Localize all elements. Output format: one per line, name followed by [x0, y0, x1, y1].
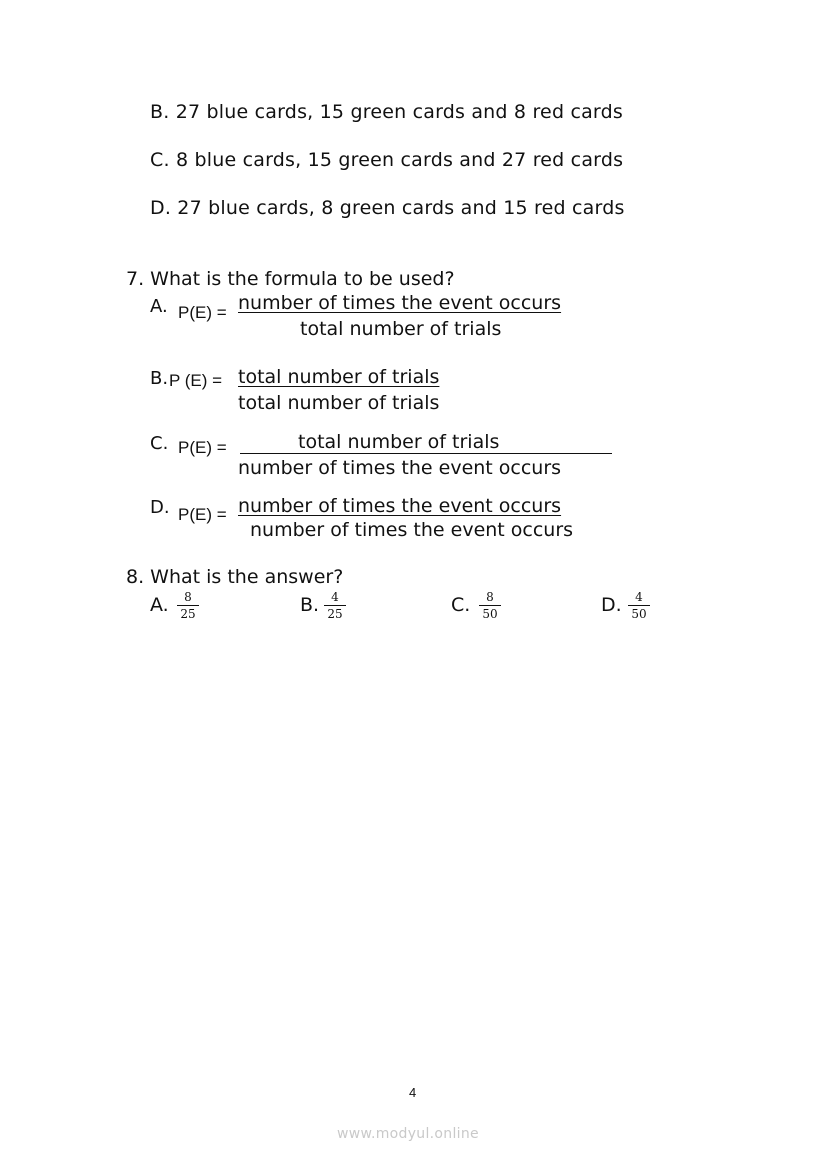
q8-option-b-fraction: [324, 590, 346, 621]
q7-option-a-letter: A.: [150, 296, 168, 317]
q6-option-d: D. 27 blue cards, 8 green cards and 15 red cards: [150, 197, 625, 219]
q8-option-c-fraction: [479, 590, 501, 621]
q8-option-b-letter: B.: [300, 594, 320, 616]
q7-option-a-numerator: number of times the event occurs: [238, 292, 562, 314]
q8-question: 8. What is the answer?: [126, 566, 344, 588]
q8-option-c-letter: C.: [451, 594, 471, 616]
q8-option-c-denominator: 50: [482, 607, 498, 621]
q7-option-c-numerator: total number of trials: [298, 431, 500, 453]
q7-option-c-denominator: number of times the event occurs: [238, 457, 562, 479]
q8-option-d-letter: D.: [601, 594, 622, 616]
q8-option-b-numerator: 4: [324, 590, 346, 606]
q7-option-b-letter: B.: [150, 368, 169, 389]
q8-option-c-numerator: 8: [479, 590, 501, 606]
q7-option-a-denominator: total number of trials: [300, 318, 502, 340]
q8-option-a-fraction: [177, 590, 199, 621]
q7-option-d-numerator: number of times the event occurs: [238, 495, 562, 517]
q7-option-c-letter: C.: [150, 433, 169, 454]
q7-option-b-numerator: total number of trials: [238, 366, 440, 388]
q7-question: 7. What is the formula to be used?: [126, 268, 455, 290]
q7-option-b-pe: P (E) =: [169, 371, 223, 390]
q8-option-d-fraction: [628, 590, 650, 621]
q8-option-a-denominator: 25: [180, 607, 196, 621]
watermark: www.modyul.online: [337, 1126, 479, 1142]
q7-option-b-denominator: total number of trials: [238, 392, 440, 414]
q7-option-c-pe: P(E) =: [178, 438, 227, 457]
q7-option-d-pe: P(E) =: [178, 505, 227, 524]
q8-option-d-denominator: 50: [631, 607, 647, 621]
q8-option-a-numerator: 8: [177, 590, 199, 606]
q8-option-b-denominator: 25: [327, 607, 343, 621]
page-number: 4: [409, 1085, 417, 1100]
q7-option-a-pe: P(E) =: [178, 303, 227, 322]
q6-option-c: C. 8 blue cards, 15 green cards and 27 red cards: [150, 149, 624, 171]
q8-option-a-letter: A.: [150, 594, 169, 616]
q8-option-d-numerator: 4: [628, 590, 650, 606]
q7-option-d-letter: D.: [150, 497, 170, 518]
q7-option-c-fraction-bar: [240, 453, 612, 454]
q6-option-b: B. 27 blue cards, 15 green cards and 8 red cards: [150, 101, 623, 123]
q7-option-d-denominator: number of times the event occurs: [250, 519, 574, 541]
